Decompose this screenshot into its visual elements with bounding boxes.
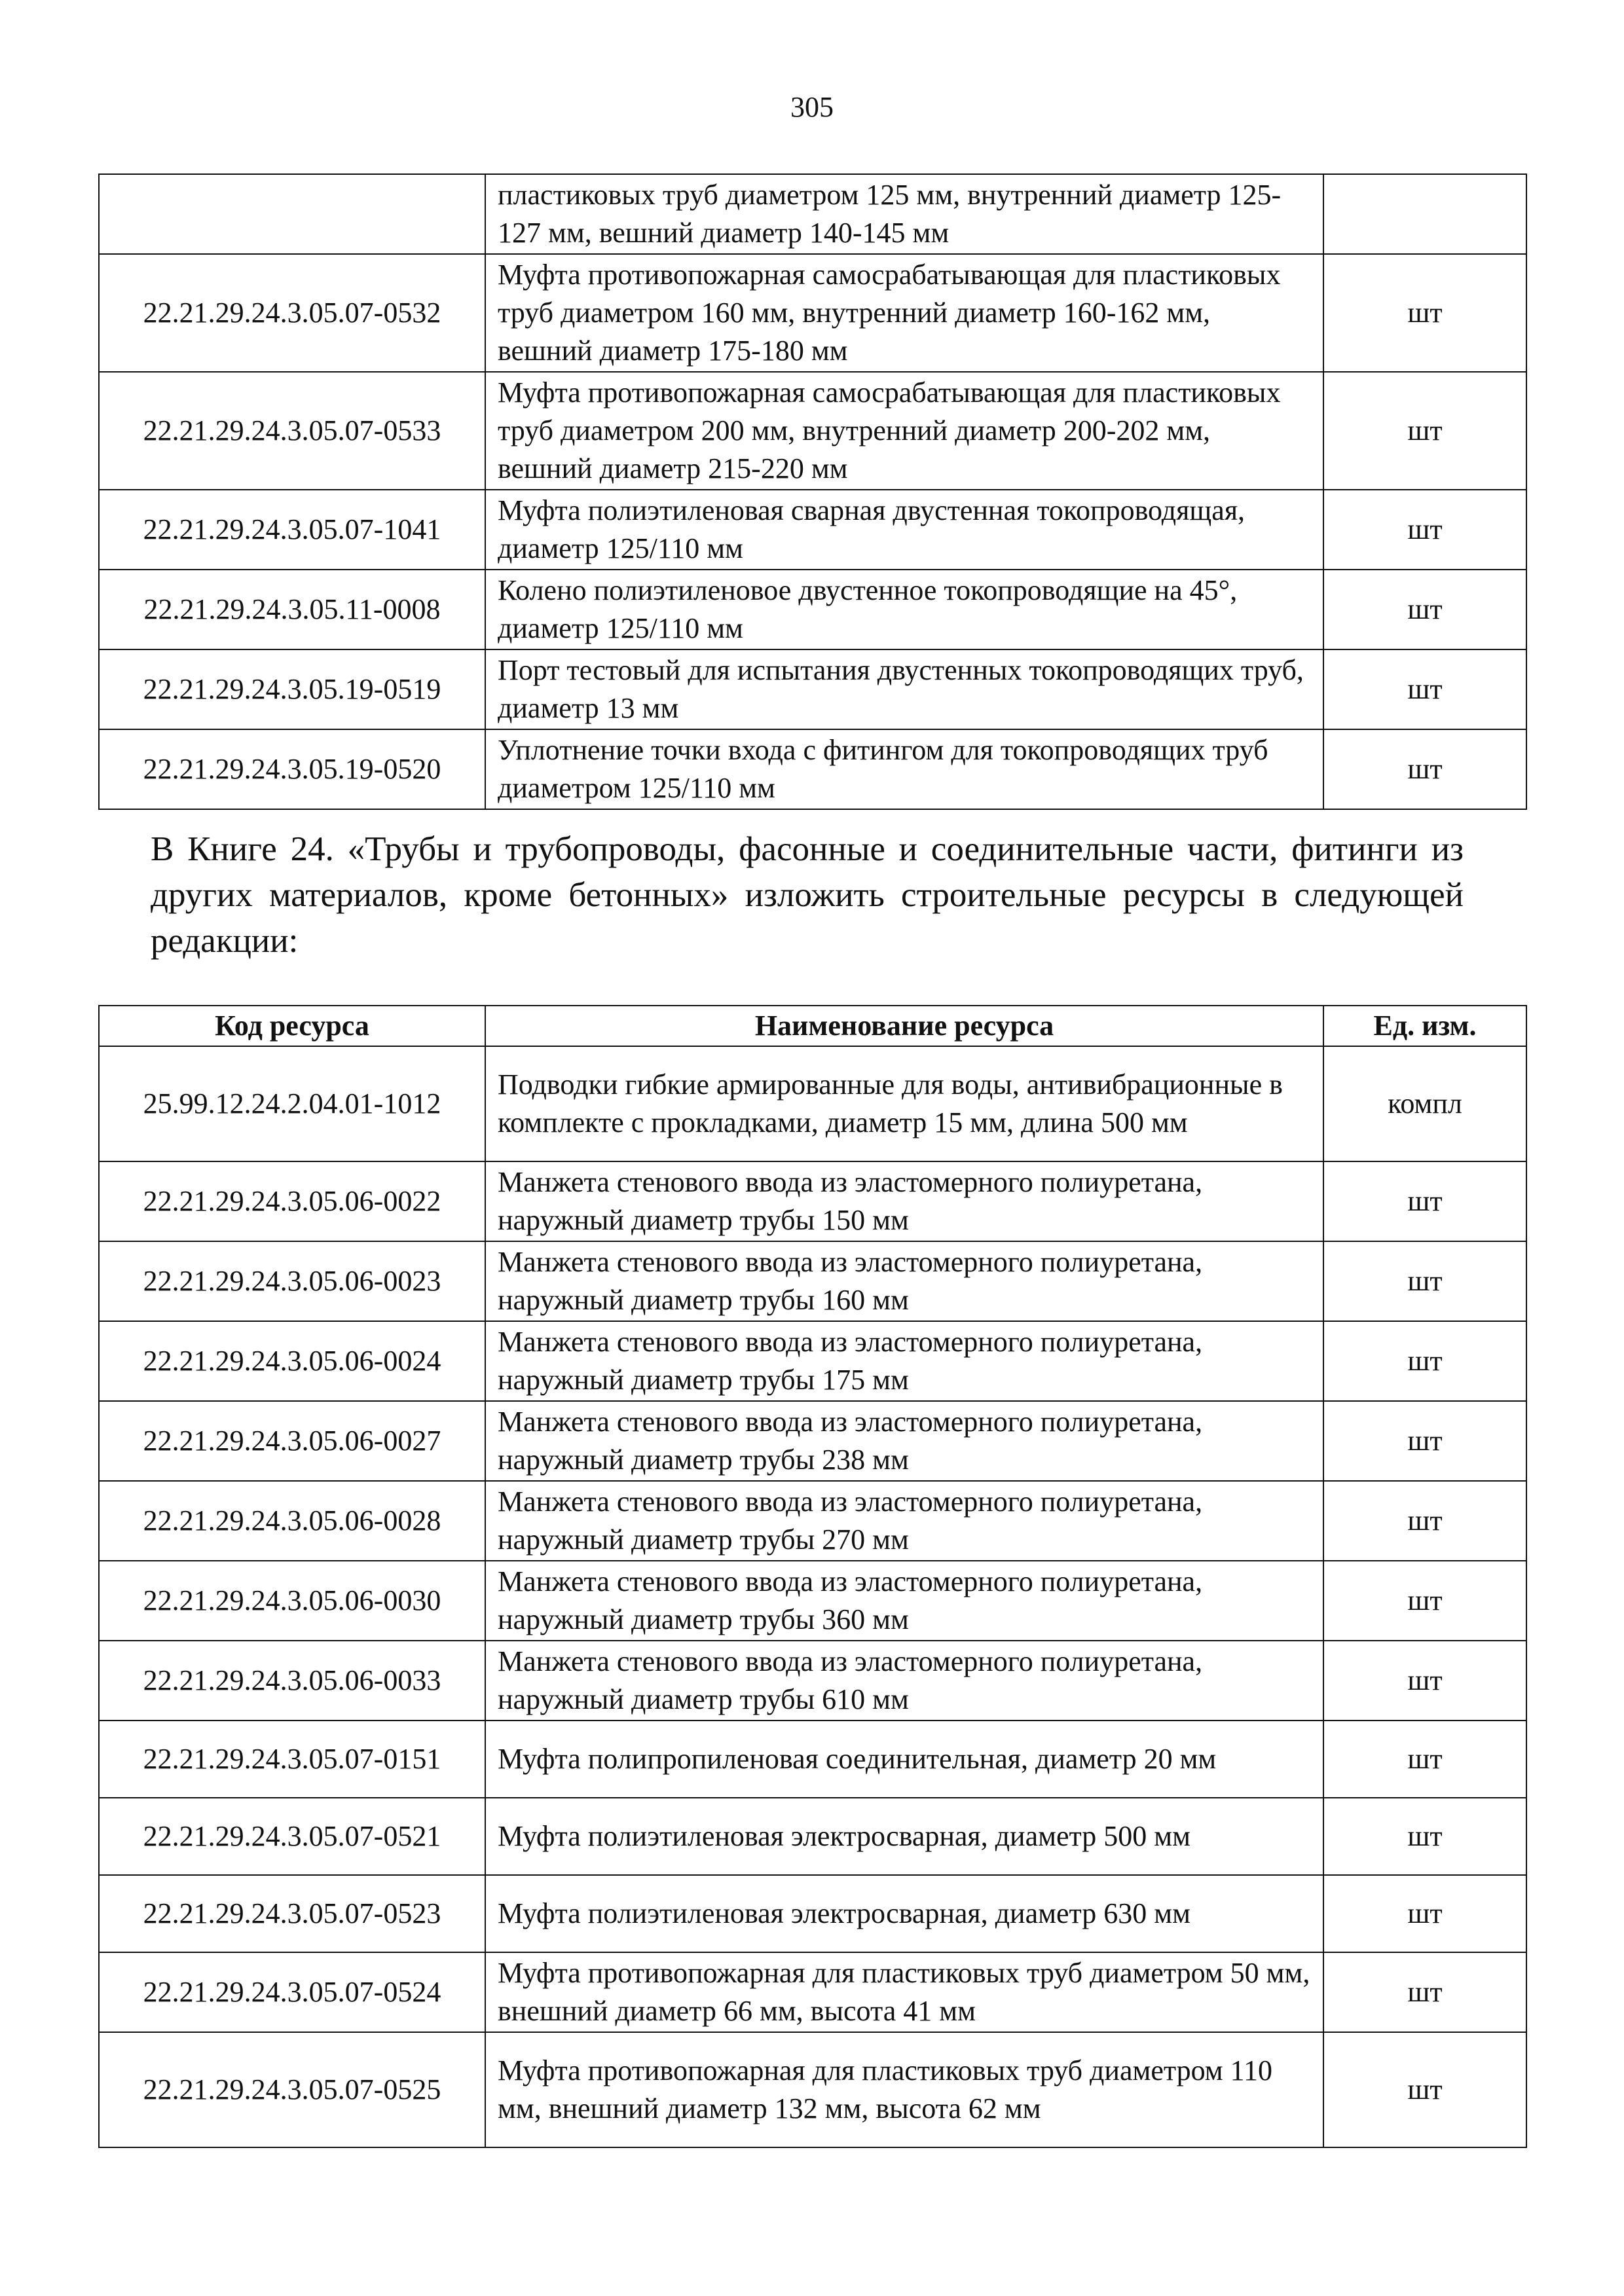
resource-unit: шт [1323,649,1526,729]
resource-name: Уплотнение точки входа с фитингом для токопроводящих труб диаметром 125/110 мм [485,729,1323,809]
resource-unit: шт [1323,372,1526,490]
resource-name: Манжета стенового ввода из эластомерного полиуретана, наружный диаметр трубы 150 мм [485,1161,1323,1241]
resource-name: Колено полиэтиленовое двустенное токопроводящие на 45°, диаметр 125/110 мм [485,570,1323,649]
resource-code: 22.21.29.24.3.05.06-0023 [99,1241,485,1321]
resource-name: Подводки гибкие армированные для воды, антивибрационные в комплекте с прокладками, диаметр 15 мм, длина 500 мм [485,1046,1323,1161]
resource-code: 25.99.12.24.2.04.01-1012 [99,1046,485,1161]
resource-code: 22.21.29.24.3.05.07-0525 [99,2032,485,2147]
resource-name: Муфта полипропиленовая соединительная, диаметр 20 мм [485,1721,1323,1798]
resource-code: 22.21.29.24.3.05.06-0030 [99,1561,485,1641]
table-row [99,1641,1526,1721]
resource-code: 22.21.29.24.3.05.19-0520 [99,729,485,809]
page-number: 305 [790,91,834,123]
resource-name: Манжета стенового ввода из эластомерного полиуретана, наружный диаметр трубы 360 мм [485,1561,1323,1641]
table-header-row [99,1006,1526,1046]
table-row [99,490,1526,570]
resource-code: 22.21.29.24.3.05.06-0028 [99,1481,485,1561]
header-name: Наименование ресурса [485,1006,1323,1046]
resource-code: 22.21.29.24.3.05.19-0519 [99,649,485,729]
resource-unit: шт [1323,1952,1526,2032]
resource-unit: шт [1323,1401,1526,1481]
resource-name: Муфта противопожарная для пластиковых труб диаметром 50 мм, внешний диаметр 66 мм, высота 41 мм [485,1952,1323,2032]
table-row [99,1561,1526,1641]
resource-code: 22.21.29.24.3.05.06-0022 [99,1161,485,1241]
table-row [99,1798,1526,1875]
table-row [99,1161,1526,1241]
resource-name: Муфта полиэтиленовая электросварная, диаметр 500 мм [485,1798,1323,1875]
resource-unit: шт [1323,1798,1526,1875]
resource-unit: шт [1323,1721,1526,1798]
resource-name: Муфта полиэтиленовая электросварная, диаметр 630 мм [485,1875,1323,1952]
resource-unit: шт [1323,729,1526,809]
resource-unit: шт [1323,1561,1526,1641]
resource-name: Муфта противопожарная самосрабатывающая для пластиковых труб диаметром 160 мм, внутренний диаметр 160-162 мм, вешний диаметр 175-180 мм [485,254,1323,372]
resource-code: 22.21.29.24.3.05.06-0024 [99,1321,485,1401]
resource-name: Порт тестовый для испытания двустенных токопроводящих труб, диаметр 13 мм [485,649,1323,729]
table-row [99,649,1526,729]
resource-code: 22.21.29.24.3.05.07-0151 [99,1721,485,1798]
resource-code [99,174,485,254]
table-row [99,1952,1526,2032]
resource-name: Манжета стенового ввода из эластомерного полиуретана, наружный диаметр трубы 610 мм [485,1641,1323,1721]
resource-code: 22.21.29.24.3.05.07-1041 [99,490,485,570]
resource-code: 22.21.29.24.3.05.07-0532 [99,254,485,372]
resource-code: 22.21.29.24.3.05.06-0027 [99,1401,485,1481]
resource-name: Манжета стенового ввода из эластомерного полиуретана, наружный диаметр трубы 238 мм [485,1401,1323,1481]
table-row [99,2032,1526,2147]
header-code: Код ресурса [99,1006,485,1046]
resource-unit: компл [1323,1046,1526,1161]
table-row [99,1721,1526,1798]
resource-name: Манжета стенового ввода из эластомерного полиуретана, наружный диаметр трубы 175 мм [485,1321,1323,1401]
resource-name: пластиковых труб диаметром 125 мм, внутренний диаметр 125-127 мм, вешний диаметр 140-145 мм [485,174,1323,254]
table-row [99,570,1526,649]
resource-unit: шт [1323,1641,1526,1721]
resource-unit: шт [1323,2032,1526,2147]
resource-table-continued [98,173,1527,810]
table-row [99,254,1526,372]
table-row [99,1401,1526,1481]
resource-table [98,1005,1527,2148]
table-row [99,1321,1526,1401]
table-row [99,372,1526,490]
resource-code: 22.21.29.24.3.05.06-0033 [99,1641,485,1721]
table-row [99,1241,1526,1321]
table-row [99,174,1526,254]
resource-unit: шт [1323,1241,1526,1321]
table-row [99,729,1526,809]
resource-unit: шт [1323,490,1526,570]
resource-unit [1323,174,1526,254]
table-row [99,1875,1526,1952]
resource-unit: шт [1323,1481,1526,1561]
resource-unit: шт [1323,1875,1526,1952]
resource-unit: шт [1323,1161,1526,1241]
table-row [99,1481,1526,1561]
resource-name: Манжета стенового ввода из эластомерного полиуретана, наружный диаметр трубы 270 мм [485,1481,1323,1561]
book-24-paragraph: В Книге 24. «Трубы и трубопроводы, фасонные и соединительные части, фитинги из других материалов, кроме бетонных» изложить строительные ресурсы в следующей редакции: [151,830,1464,960]
resource-code: 22.21.29.24.3.05.07-0523 [99,1875,485,1952]
resource-name: Муфта противопожарная самосрабатывающая для пластиковых труб диаметром 200 мм, внутренний диаметр 200-202 мм, вешний диаметр 215-220 мм [485,372,1323,490]
resource-code: 22.21.29.24.3.05.07-0521 [99,1798,485,1875]
resource-code: 22.21.29.24.3.05.11-0008 [99,570,485,649]
resource-unit: шт [1323,1321,1526,1401]
header-unit: Ед. изм. [1323,1006,1526,1046]
resource-unit: шт [1323,570,1526,649]
resource-code: 22.21.29.24.3.05.07-0524 [99,1952,485,2032]
resource-name: Манжета стенового ввода из эластомерного полиуретана, наружный диаметр трубы 160 мм [485,1241,1323,1321]
resource-name: Муфта полиэтиленовая сварная двустенная токопроводящая, диаметр 125/110 мм [485,490,1323,570]
resource-name: Муфта противопожарная для пластиковых труб диаметром 110 мм, внешний диаметр 132 мм, высота 62 мм [485,2032,1323,2147]
table-row [99,1046,1526,1161]
resource-code: 22.21.29.24.3.05.07-0533 [99,372,485,490]
resource-unit: шт [1323,254,1526,372]
